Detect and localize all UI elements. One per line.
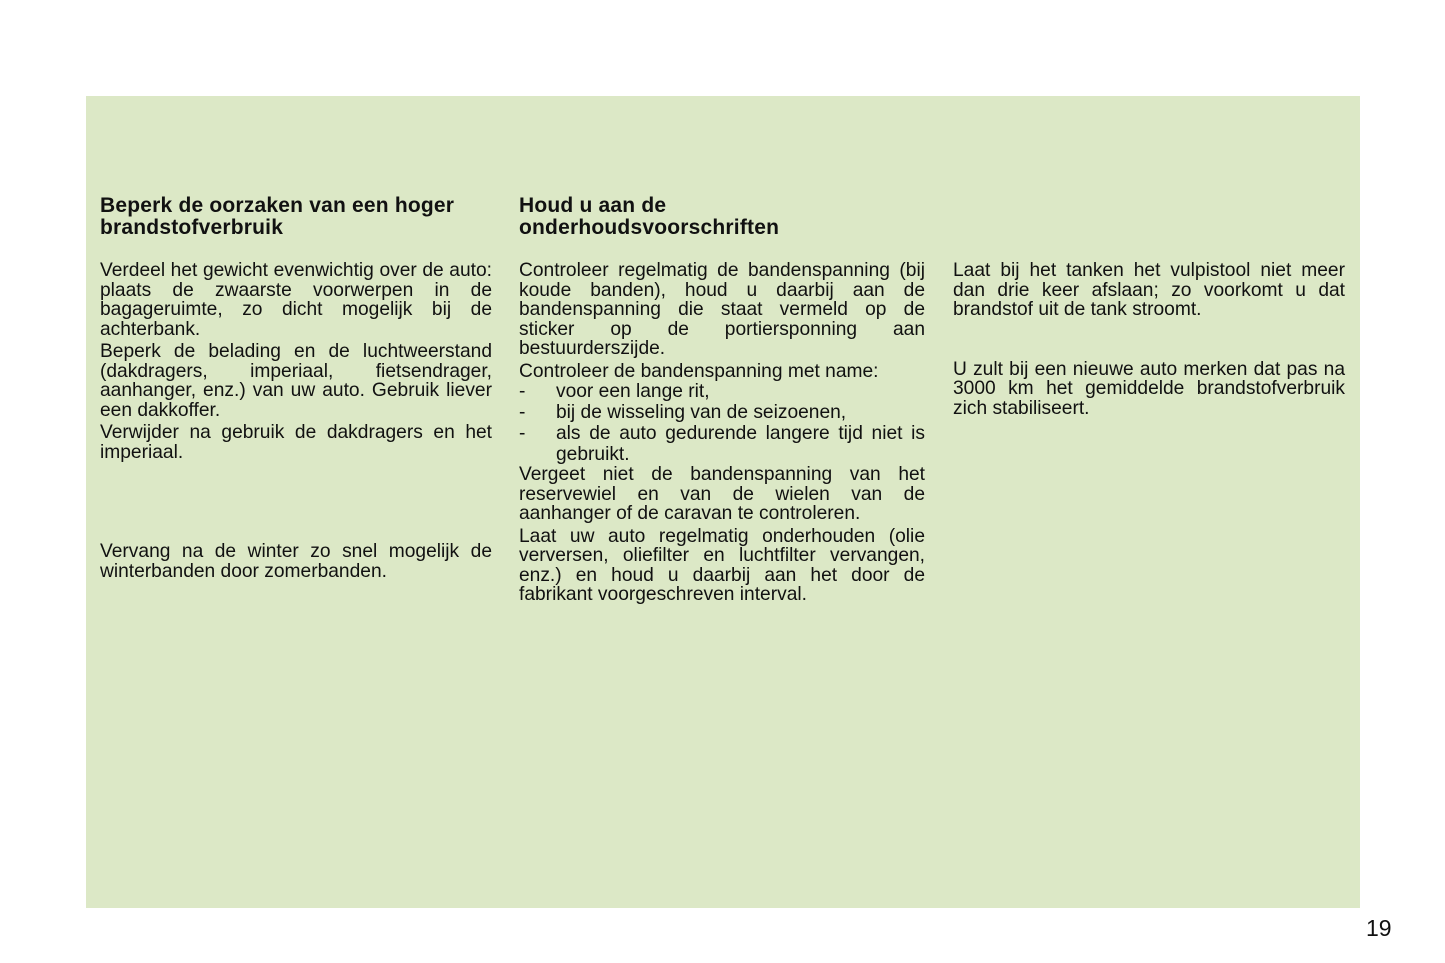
section-body [953,261,1345,418]
paragraph: Verdeel het gewicht evenwichtig over de auto: plaats de zwaarste voorwerpen in de bagageruimte, zo dicht mogelijk bij de achterbank. [100,260,492,340]
section-heading: Beperk de oorzaken van een hoger brandstofverbruik [100,194,455,239]
dash-list [519,381,925,465]
paragraph: Laat uw auto regelmatig onderhouden (olie verversen, oliefilter en luchtfilter vervangen, enz.) en houd u daarbij aan het door de fabrikant voorgeschreven interval. [519,525,925,605]
paragraph: Beperk de belading en de luchtweerstand (dakdragers, imperiaal, fietsendrager, aanhanger, enz.) van uw auto. Gebruik liever een dakkoffer. [100,341,492,421]
paragraph: Verwijder na gebruik de dakdragers en het imperiaal. [100,422,492,463]
page-number: 19 [1366,915,1392,941]
column-maintenance [519,194,925,605]
paragraph: Controleer regelmatig de bandenspanning (bij koude banden), houd u daarbij aan de bandenspanning die staat vermeld op de sticker op de portiersponning aan bestuurderszijde. [519,260,925,359]
paragraph: U zult bij een nieuwe auto merken dat pas na 3000 km het gemiddelde brandstofverbruik zich stabiliseert. [953,358,1345,419]
paragraph: Vervang na de winter zo snel mogelijk de winterbanden door zomerbanden. [100,541,492,582]
list-item [519,423,925,465]
list-item-text: voor een lange rit, [556,381,710,402]
section-heading: Houd u aan de onderhoudsvoorschriften [519,194,780,239]
paragraph: Laat bij het tanken het vulpistool niet meer dan drie keer afslaan; zo voorkomt u dat brandstof uit de tank stroomt. [953,260,1345,320]
column-fuel-consumption [100,194,492,582]
paragraph: Controleer de bandenspanning met name: [519,360,879,382]
section-body [100,261,492,581]
dash-bullet: - [519,402,526,423]
dash-bullet: - [519,423,526,444]
list-item-text: bij de wisseling van de seizoenen, [556,402,847,423]
list-item-text: als de auto gedurende langere tijd niet is gebruikt. [556,423,925,465]
dash-bullet: - [519,381,526,402]
list-item [519,381,925,402]
list-item [519,402,925,423]
section-body [519,261,925,605]
paragraph: Vergeet niet de bandenspanning van het reservewiel en van de wielen van de aanhanger of de caravan te controleren. [519,464,925,524]
